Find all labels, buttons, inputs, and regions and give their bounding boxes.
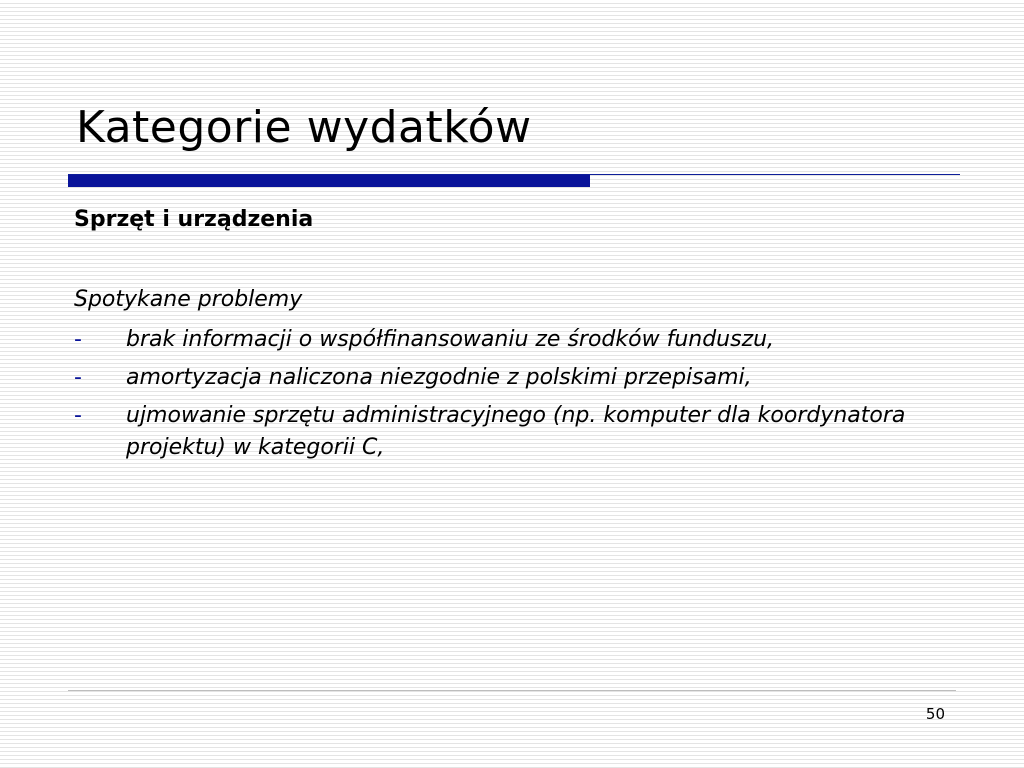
slide-content bbox=[74, 204, 954, 470]
dash-bullet-icon: - bbox=[74, 365, 82, 390]
bullet-text: brak informacji o współfinansowaniu ze środków funduszu, bbox=[126, 327, 775, 352]
page-number: 50 bbox=[925, 705, 945, 723]
bullet-text: ujmowanie sprzętu administracyjnego (np. komputer dla koordynatora projektu) w kategorii C, bbox=[126, 403, 906, 460]
dash-bullet-icon: - bbox=[74, 327, 82, 352]
subheading: Spotykane problemy bbox=[74, 287, 303, 312]
dash-bullet-icon: - bbox=[74, 403, 82, 428]
bullet-item bbox=[74, 362, 954, 394]
section-heading: Sprzęt i urządzenia bbox=[74, 207, 314, 232]
footer-divider bbox=[68, 690, 956, 691]
slide-title: Kategorie wydatków bbox=[76, 102, 532, 153]
bullet-text: amortyzacja naliczona niezgodnie z polskimi przepisami, bbox=[126, 365, 752, 390]
title-divider-bar bbox=[68, 175, 590, 187]
bullet-list bbox=[74, 324, 954, 464]
bullet-item bbox=[74, 400, 954, 464]
bullet-item bbox=[74, 324, 954, 356]
